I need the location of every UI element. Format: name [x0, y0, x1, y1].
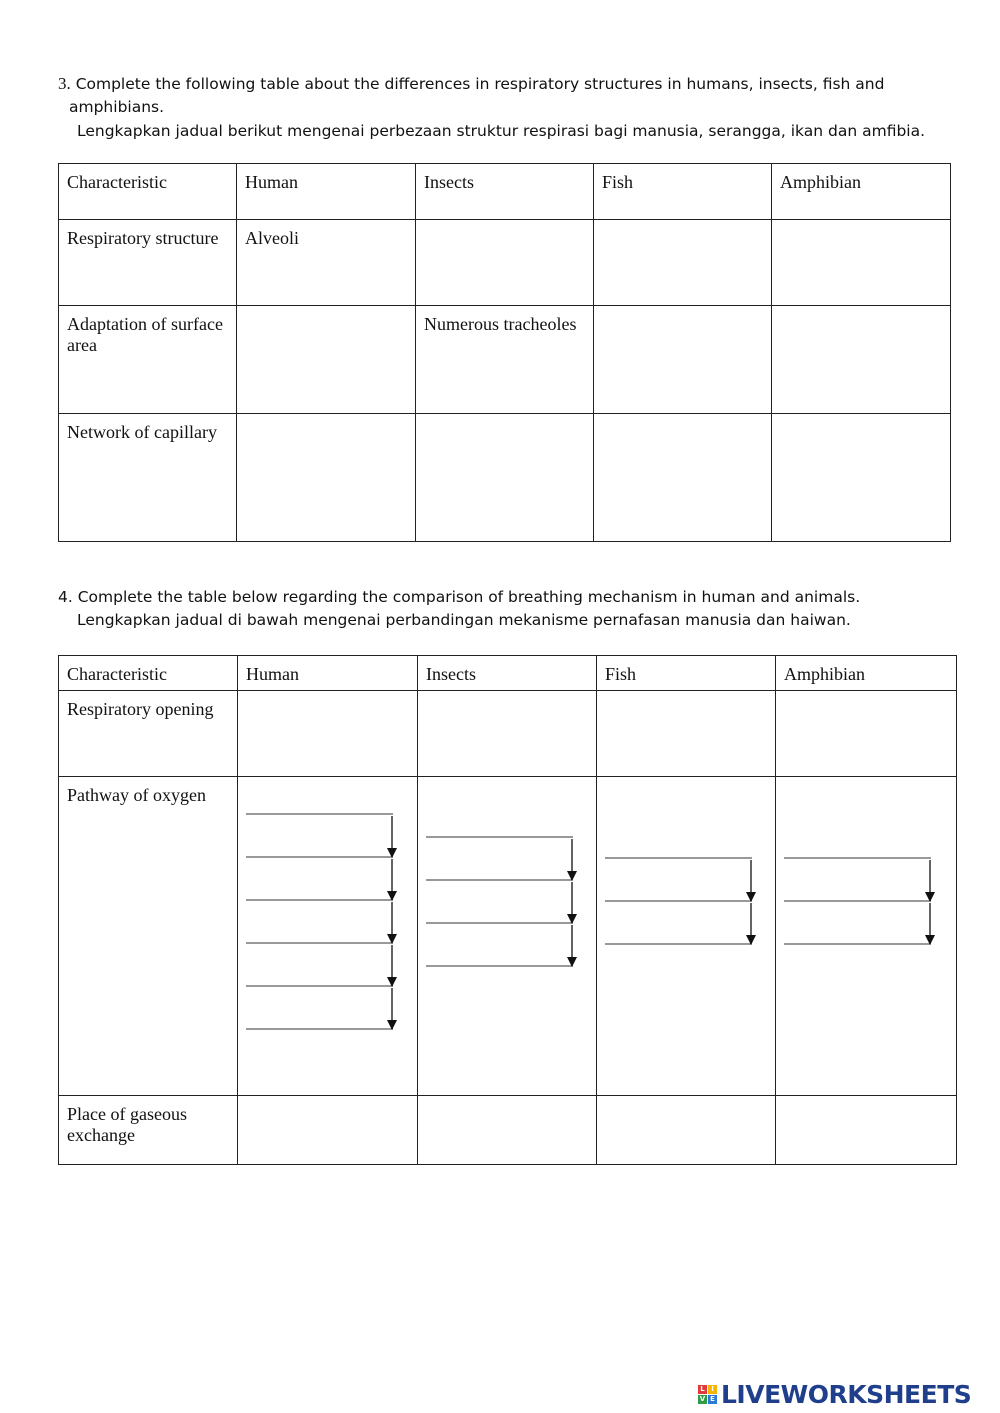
q3-header-fish: Fish: [594, 164, 772, 220]
q3-row-label: Network of capillary: [59, 414, 237, 542]
q4-row-gas-exchange: [59, 1096, 957, 1165]
q3-answer-cell[interactable]: [772, 220, 951, 306]
q4-answer-cell[interactable]: [238, 1096, 418, 1165]
q4-answer-cell[interactable]: [597, 691, 776, 777]
q3-number: 3.: [58, 74, 71, 93]
logo-badge-letter: V: [699, 1394, 706, 1403]
q4-pathway-cell-fish: [597, 777, 776, 1096]
q3-header-human: Human: [237, 164, 416, 220]
q4-text-ms: Lengkapkan jadual di bawah mengenai perbandingan mekanisme pernafasan manusia dan haiwan.: [77, 611, 851, 629]
logo-text: LIVEWORKSHEETS: [721, 1379, 972, 1409]
q4-pathway-cell-human: [238, 777, 418, 1096]
q4-answer-cell[interactable]: [597, 1096, 776, 1165]
q3-answer-cell[interactable]: [594, 220, 772, 306]
logo-badge-letter: L: [698, 1385, 707, 1394]
q4-row-respiratory-opening: [59, 691, 957, 777]
q3-text-ms: Lengkapkan jadual berikut mengenai perbezaan struktur respirasi bagi manusia, serangga, ikan dan amfibia.: [77, 122, 926, 140]
liveworksheets-logo: [698, 1377, 971, 1411]
q3-text-en-2: amphibians.: [69, 98, 165, 116]
q4-table: [58, 655, 957, 1165]
q3-row-surface-area: [59, 306, 951, 414]
pathway-arrows-fish: [597, 777, 777, 1096]
logo-badge-letter: E: [708, 1395, 717, 1404]
logo-badge-icon: [698, 1385, 717, 1404]
q3-text-en: Complete the following table about the differences in respiratory structures in humans, insects, fish and: [75, 75, 885, 93]
q4-row-label: Pathway of oxygen: [59, 777, 238, 1096]
q3-answer-cell[interactable]: [594, 306, 772, 414]
q4-header-row: [59, 656, 957, 691]
q4-answer-cell[interactable]: [418, 691, 597, 777]
pathway-arrows-human: [238, 777, 418, 1096]
q3-instruction-en: [58, 72, 958, 96]
q3-row-respiratory-structure: [59, 220, 951, 306]
pathway-arrows-amphibian: [776, 777, 956, 1096]
q4-answer-cell[interactable]: [776, 691, 957, 777]
q3-answer-cell[interactable]: Alveoli: [237, 220, 416, 306]
q3-header-insects: Insects: [416, 164, 594, 220]
q4-row-pathway: [59, 777, 957, 1096]
q4-header-fish: Fish: [597, 656, 776, 691]
q4-header-characteristic: Characteristic: [59, 656, 238, 691]
q4-pathway-cell-amphibian: [776, 777, 957, 1096]
q4-answer-cell[interactable]: [776, 1096, 957, 1165]
q4-header-human: Human: [238, 656, 418, 691]
q4-answer-cell[interactable]: [238, 691, 418, 777]
q3-header-amphibian: Amphibian: [772, 164, 951, 220]
q3-header-row: [59, 164, 951, 220]
q4-row-label: Respiratory opening: [59, 691, 238, 777]
q4-header-amphibian: Amphibian: [776, 656, 957, 691]
q3-answer-cell[interactable]: Numerous tracheoles: [416, 306, 594, 414]
q3-answer-cell[interactable]: [237, 306, 416, 414]
q3-answer-cell[interactable]: [594, 414, 772, 542]
q3-header-characteristic: Characteristic: [59, 164, 237, 220]
logo-badge-letter: I: [708, 1385, 717, 1394]
q3-table: [58, 163, 951, 542]
q3-answer-cell[interactable]: [772, 306, 951, 414]
q3-row-capillary: [59, 414, 951, 542]
q4-row-label: Place of gaseous exchange: [59, 1096, 238, 1165]
pathway-arrows-insects: [418, 777, 598, 1096]
q4-answer-cell[interactable]: [418, 1096, 597, 1165]
q3-row-label: Adaptation of surface area: [59, 306, 237, 414]
q3-answer-cell[interactable]: [772, 414, 951, 542]
q3-answer-cell[interactable]: [416, 414, 594, 542]
q4-header-insects: Insects: [418, 656, 597, 691]
q4-pathway-cell-insects: [418, 777, 597, 1096]
q4-text-en: 4. Complete the table below regarding the comparison of breathing mechanism in human and animals.: [58, 588, 861, 606]
q3-answer-cell[interactable]: [416, 220, 594, 306]
q3-answer-cell[interactable]: [237, 414, 416, 542]
q3-row-label: Respiratory structure: [59, 220, 237, 306]
